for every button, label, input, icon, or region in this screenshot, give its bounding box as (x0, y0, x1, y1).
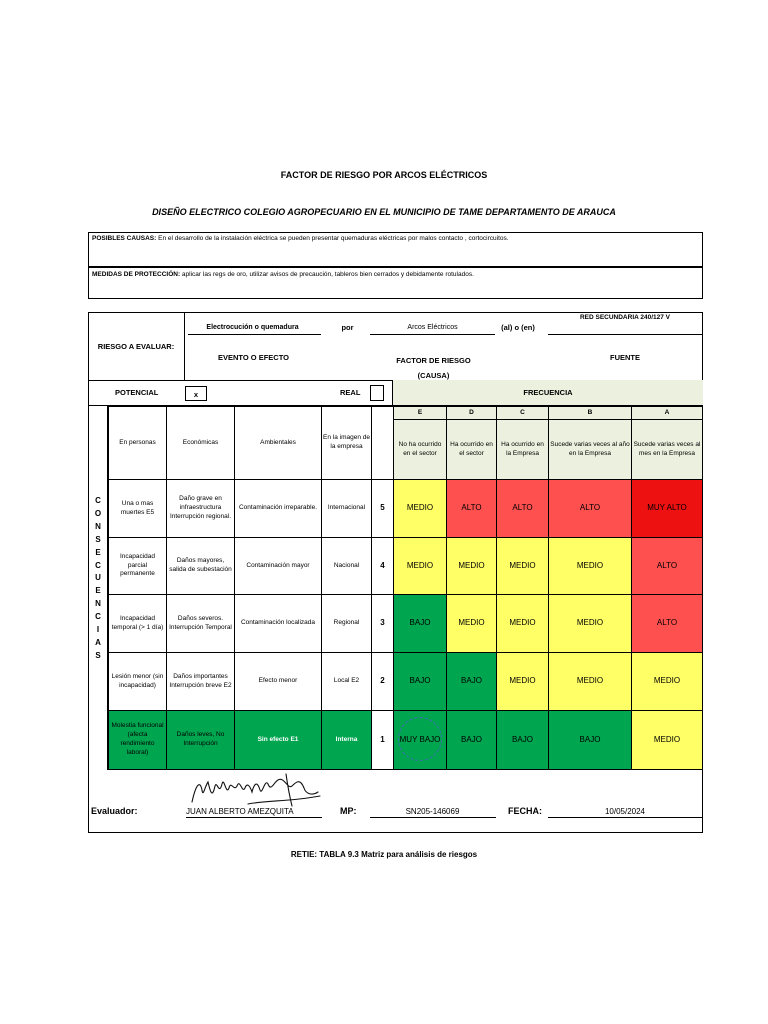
row3-imagen: Regional (321, 594, 372, 653)
factor-label: FACTOR DE RIESGO (CAUSA) (396, 356, 471, 380)
al-en-label: (al) o (en) (501, 323, 535, 332)
causes-box (88, 232, 703, 267)
evaluator-name: JUAN ALBERTO AMEZQUITA (186, 807, 294, 816)
row5-economicas: Daño grave en infraestructura Interrupción regional. (166, 479, 235, 538)
row3-cell-a: ALTO (631, 594, 703, 653)
row1-cell-d: BAJO (446, 710, 497, 770)
evento-value: Electrocución o quemadura (206, 324, 299, 331)
row3-cell-e: BAJO (393, 594, 447, 653)
row4-cell-b: MEDIO (548, 537, 632, 595)
row5-cell-b: ALTO (548, 479, 632, 538)
col-header-ambientales: Ambientales (234, 406, 322, 480)
row2-ambientales: Efecto menor (234, 652, 322, 711)
freq-letter-e: E (393, 406, 447, 420)
row3-cell-b: MEDIO (548, 594, 632, 653)
mp-value: SN205-146069 (405, 807, 460, 816)
freq-desc-c: Ha ocurrido en la Empresa (496, 419, 549, 480)
freq-letter-c: C (496, 406, 549, 420)
real-label: REAL (340, 388, 361, 397)
row3-economicas: Daños severos. Interrupción Temporal (166, 594, 235, 653)
row3-cell-d: MEDIO (446, 594, 497, 653)
row5-cell-c: ALTO (496, 479, 549, 538)
protection-label: MEDIDAS DE PROTECCIÓN: (92, 271, 181, 278)
freq-letter-a: A (631, 406, 703, 420)
freq-letter-d: D (446, 406, 497, 420)
row2-imagen: Local E2 (321, 652, 372, 711)
row1-level: 1 (371, 710, 394, 770)
row5-imagen: Internacional (321, 479, 372, 538)
factor-value: Arcos Eléctricos (407, 324, 458, 331)
document-title: FACTOR DE RIESGO POR ARCOS ELÉCTRICOS (280, 170, 488, 180)
row1-personas: Molestia funcional (afecta rendimiento laboral) (108, 710, 167, 770)
col-header-personas: En personas (108, 406, 167, 480)
freq-letter-b: B (548, 406, 632, 420)
fecha-value: 10/05/2024 (604, 807, 646, 816)
protection-text: aplicar las regs de oro, utilizar avisos de precaución, tableros bien cerrados y debidamente rotulados. (180, 271, 474, 278)
row4-level: 4 (371, 537, 394, 595)
fuente-value: RED SECUNDARIA 240/127 V (579, 314, 671, 321)
row3-cell-c: MEDIO (496, 594, 549, 653)
row3-ambientales: Contaminación localizada (234, 594, 322, 653)
row3-level: 3 (371, 594, 394, 653)
por-label: por (341, 323, 354, 332)
col-header-imagen: En la imagen de la empresa (321, 406, 372, 480)
row4-economicas: Daños mayores, salida de subestación (166, 537, 235, 595)
row4-ambientales: Contaminación mayor (234, 537, 322, 595)
real-checkbox[interactable] (370, 385, 384, 401)
row2-level: 2 (371, 652, 394, 711)
row5-level: 5 (371, 479, 394, 538)
col-header-economicas: Económicas (166, 406, 235, 480)
freq-desc-d: Ha ocurrido en el sector (446, 419, 497, 480)
col-header-level (371, 406, 394, 480)
freq-desc-e: No ha ocurrido en el sector (393, 419, 447, 480)
row1-cell-c: BAJO (496, 710, 549, 770)
frecuencia-header: FRECUENCIA (393, 380, 703, 406)
mp-label: MP: (340, 806, 357, 816)
footer-caption: RETIE: TABLA 9.3 Matriz para análisis de riesgos (290, 850, 478, 859)
document-subtitle: DISEÑO ELECTRICO COLEGIO AGROPECUARIO EN EL MUNICIPIO DE TAME DEPARTAMENTO DE ARAUCA (152, 207, 616, 217)
potencial-label: POTENCIAL (115, 388, 159, 397)
row1-cell-b: BAJO (548, 710, 632, 770)
row4-cell-e: MEDIO (393, 537, 447, 595)
row5-cell-a: MUY ALTO (631, 479, 703, 538)
row1-cell-a: MEDIO (631, 710, 703, 770)
evaluador-label: Evaluador: (91, 806, 138, 816)
row5-ambientales: Contaminación irreparable. (234, 479, 322, 538)
row5-cell-e: MEDIO (393, 479, 447, 538)
row1-ambientales: Sin efecto E1 (234, 710, 322, 770)
row2-cell-b: MEDIO (548, 652, 632, 711)
row2-cell-d: BAJO (446, 652, 497, 711)
freq-desc-b: Sucede varias veces al año en la Empresa (548, 419, 632, 480)
row1-cell-e-label: MUY BAJO (399, 734, 441, 744)
potencial-checkbox[interactable]: x (185, 386, 207, 401)
row2-personas: Lesión menor (sin incapacidad) (108, 652, 167, 711)
causes-label: POSIBLES CAUSAS: (92, 235, 157, 242)
row3-personas: Incapacidad temporal (> 1 día) (108, 594, 167, 653)
row1-cell-e (393, 710, 447, 770)
causes-text: En el desarrollo de la instalación eléctrica se pueden presentar quemaduras eléctricas por malos contacto , cortocircuitos. (156, 235, 509, 242)
row5-personas: Una o mas muertes E5 (108, 479, 167, 538)
riesgo-label: RIESGO A EVALUAR: (88, 312, 185, 380)
row2-economicas: Daños importantes Interrupción breve E2 (166, 652, 235, 711)
row2-cell-a: MEDIO (631, 652, 703, 711)
row4-cell-d: MEDIO (446, 537, 497, 595)
row5-cell-d: ALTO (446, 479, 497, 538)
protection-box (88, 267, 703, 299)
row2-cell-c: MEDIO (496, 652, 549, 711)
consecuencias-vertical-label: C O N S E C U E N C I A S (94, 496, 102, 660)
fuente-label: FUENTE (610, 353, 640, 362)
row4-cell-a: ALTO (631, 537, 703, 595)
row2-cell-e: BAJO (393, 652, 447, 711)
selection-circle (398, 717, 442, 761)
row4-imagen: Nacional (321, 537, 372, 595)
row1-imagen: Interna (321, 710, 372, 770)
row1-economicas: Daños leves, No Interrupción (166, 710, 235, 770)
row4-cell-c: MEDIO (496, 537, 549, 595)
fecha-label: FECHA: (508, 806, 542, 816)
row4-personas: Incapacidad parcial permanente (108, 537, 167, 595)
freq-desc-a: Sucede varias veces al mes en la Empresa (631, 419, 703, 480)
evento-label: EVENTO O EFECTO (218, 353, 289, 362)
